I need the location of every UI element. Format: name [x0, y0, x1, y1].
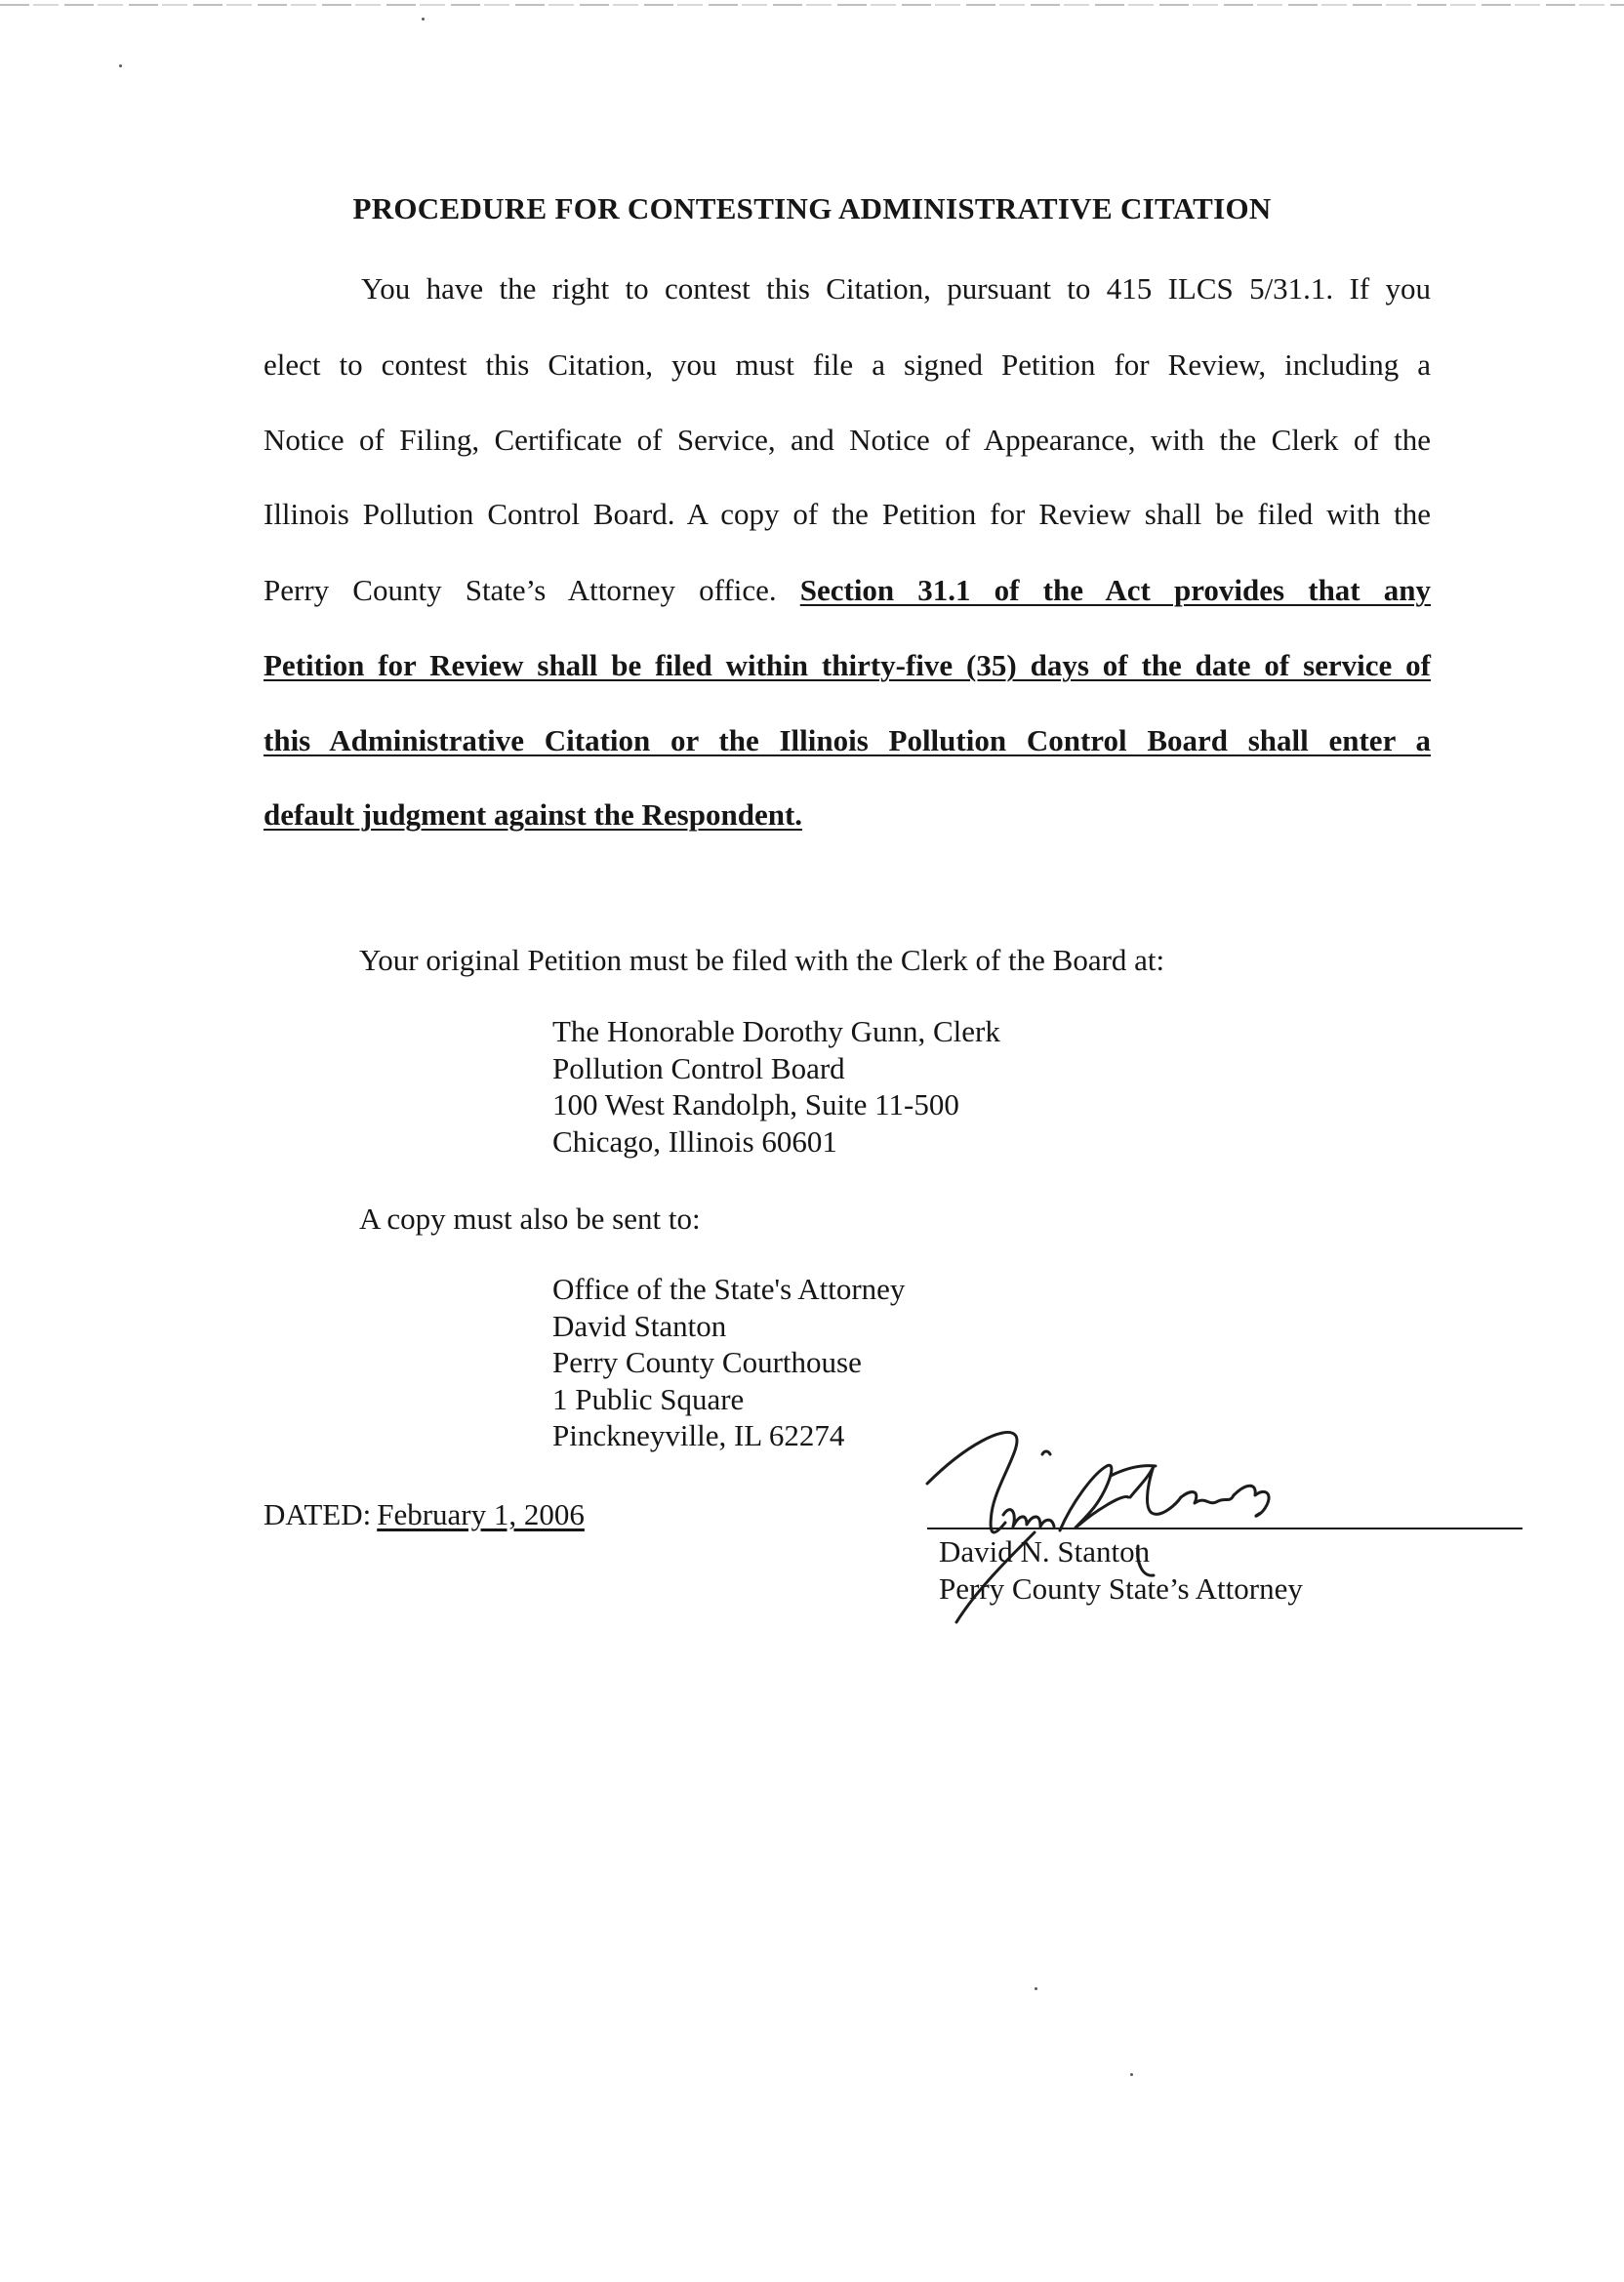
emphasized-deadline-text: this Administrative Citation or the Illinois Pollution Control Board shall enter a [264, 723, 1431, 757]
dated-value: February 1, 2006 [377, 1497, 585, 1531]
address-line: 1 Public Square [552, 1381, 745, 1416]
paragraph-line [264, 571, 1431, 610]
dated-label: DATED: [264, 1497, 372, 1531]
paragraph-line: elect to contest this Citation, you must file a signed Petition for Review, including a [264, 347, 1431, 382]
copy-instruction: A copy must also be sent to: [359, 1202, 701, 1236]
dated-field [264, 1497, 592, 1532]
emphasized-deadline-text: Petition for Review shall be filed within thirty-five (35) days of the date of service of [264, 648, 1431, 682]
document-title: PROCEDURE FOR CONTESTING ADMINISTRATIVE CITATION [352, 191, 1272, 225]
attorney-address-block [552, 1271, 905, 1454]
address-line: Perry County Courthouse [552, 1345, 862, 1379]
paragraph-line: Illinois Pollution Control Board. A copy of the Petition for Review shall be filed with the [264, 497, 1431, 531]
address-line: Pollution Control Board [552, 1050, 845, 1085]
paragraph-line: You have the right to contest this Citation, pursuant to 415 ILCS 5/31.1. If you [361, 271, 1431, 306]
address-line: Pinckneyville, IL 62274 [552, 1418, 845, 1452]
emphasized-deadline-text: Section 31.1 of the Act provides that any [799, 573, 1432, 607]
address-line: David Stanton [552, 1308, 727, 1343]
scan-edge-artifact [0, 4, 1624, 6]
signer-title: Perry County State’s Attorney [939, 1571, 1303, 1606]
paragraph-text: Perry County State’s Attorney office. [264, 573, 777, 607]
paragraph-line: Notice of Filing, Certificate of Service, and Notice of Appearance, with the Clerk of the [264, 423, 1431, 457]
address-line: 100 West Randolph, Suite 11-500 [552, 1087, 959, 1121]
scan-speck [119, 64, 122, 67]
address-line: Office of the State's Attorney [552, 1272, 906, 1306]
address-line: The Honorable Dorothy Gunn, Clerk [552, 1014, 1000, 1048]
address-line: Chicago, Illinois 60601 [552, 1123, 837, 1159]
clerk-address-block [552, 1013, 1000, 1160]
signer-name: David N. Stanton [939, 1534, 1151, 1569]
scan-speck [1130, 2073, 1133, 2076]
emphasized-deadline-text: default judgment against the Respondent. [264, 797, 803, 832]
scan-speck [422, 18, 425, 20]
scan-speck [1035, 1987, 1037, 1990]
filing-instruction: Your original Petition must be filed with the Clerk of the Board at: [359, 943, 1165, 977]
